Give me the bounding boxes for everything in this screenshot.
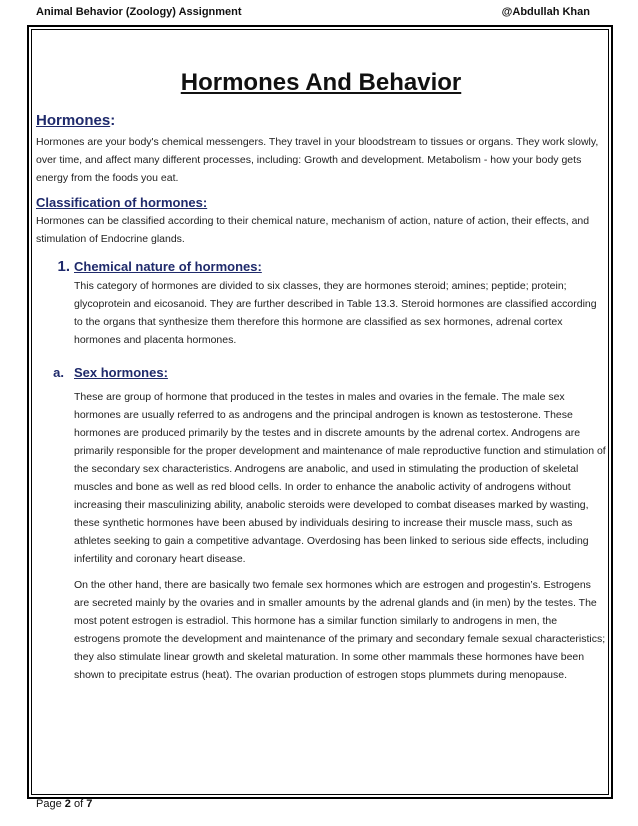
classification-heading: [36, 195, 606, 210]
section-1-number: 1.: [57, 258, 70, 275]
hormones-heading: [36, 112, 606, 129]
section-1-paragraph: This category of hormones are divided to six classes, they are hormones steroid; amines; peptide; protein; glycoprotein and eicosanoid. They are further described in Table 13.3. Steroid hormones are classified according to the organs that synthesize them therefore this hormone are classified as sex hormones, adrenal cortex hormones and placenta hormones.: [74, 280, 597, 346]
document-body: [36, 60, 606, 785]
header-author: @Abdullah Khan: [501, 6, 590, 18]
hormones-heading-text: Hormones: [36, 112, 111, 129]
sex-hormones-paragraph-1: These are group of hormone that produced in the testes in males and ovaries in the female. The male sex hormones are usually referred to as androgens and the principal androgen is known as testosterone. These hormones are produced primarily by the testes and in discrete amounts by the adrenal cortex. Androgens are primarily responsible for the proper development and maintenance of male reproductive function and stimulation of the secondary sex characteristics. Androgens are anabolic, and used in stimulating the production of skeletal muscles and bone as well as red blood cells. In order to enhance the anabolic activity of androgens without increasing their masculinizing ability, anabolic steroids were developed to combat diseases marked by wasting, these synthetic hormones have been abused by individuals desiring to increase their muscle mass, such as athletes seeking to gain a competitive advantage. Overdosing has been linked to serious side effects, including infertility and coronary heart disease.: [74, 391, 606, 565]
subsection-a-letter: a.: [53, 365, 64, 380]
header-course-title: Animal Behavior (Zoology) Assignment: [36, 6, 242, 18]
classification-heading-text: Classification of hormones:: [36, 195, 208, 210]
footer-of-label: of: [73, 798, 84, 810]
subsection-a-heading: [36, 365, 606, 380]
subsection-a-title: Sex hormones:: [74, 365, 168, 380]
classification-paragraph: Hormones can be classified according to their chemical nature, mechanism of action, nature of action, their effects, and stimulation of Endocrine glands.: [36, 215, 590, 245]
hormones-heading-colon: :: [110, 112, 116, 129]
footer-page-number: 2: [64, 798, 71, 810]
page-header: [36, 6, 590, 22]
section-1-heading: [36, 258, 606, 275]
footer-page-label: Page: [36, 798, 62, 810]
sex-hormones-paragraph-2: On the other hand, there are basically two female sex hormones which are estrogen and progestin’s. Estrogens are secreted mainly by the ovaries and in smaller amounts by the adrenal glands and (in men) by the testes. The most potent estrogen is estradiol. This hormone has a similar function similarly to androgens in men, the estrogens promote the development and maintenance of the primary and secondary female sexual characteristics; they also stimulate linear growth and skeletal maturation. In some other mammals these hormones have been shown to precipitate estrus (heat). The ovarian production of estrogen stops plummets during menopause.: [74, 579, 606, 681]
section-1-title: Chemical nature of hormones:: [74, 259, 262, 274]
page-footer: [36, 798, 92, 810]
hormones-paragraph: Hormones are your body's chemical messengers. They travel in your bloodstream to tissues or organs. They work slowly, over time, and affect many different processes, including: Growth and development. Metabolism - how your body gets energy from the foods you eat.: [36, 136, 599, 184]
page-title: Hormones And Behavior: [180, 69, 462, 96]
footer-total-pages: 7: [86, 798, 93, 810]
